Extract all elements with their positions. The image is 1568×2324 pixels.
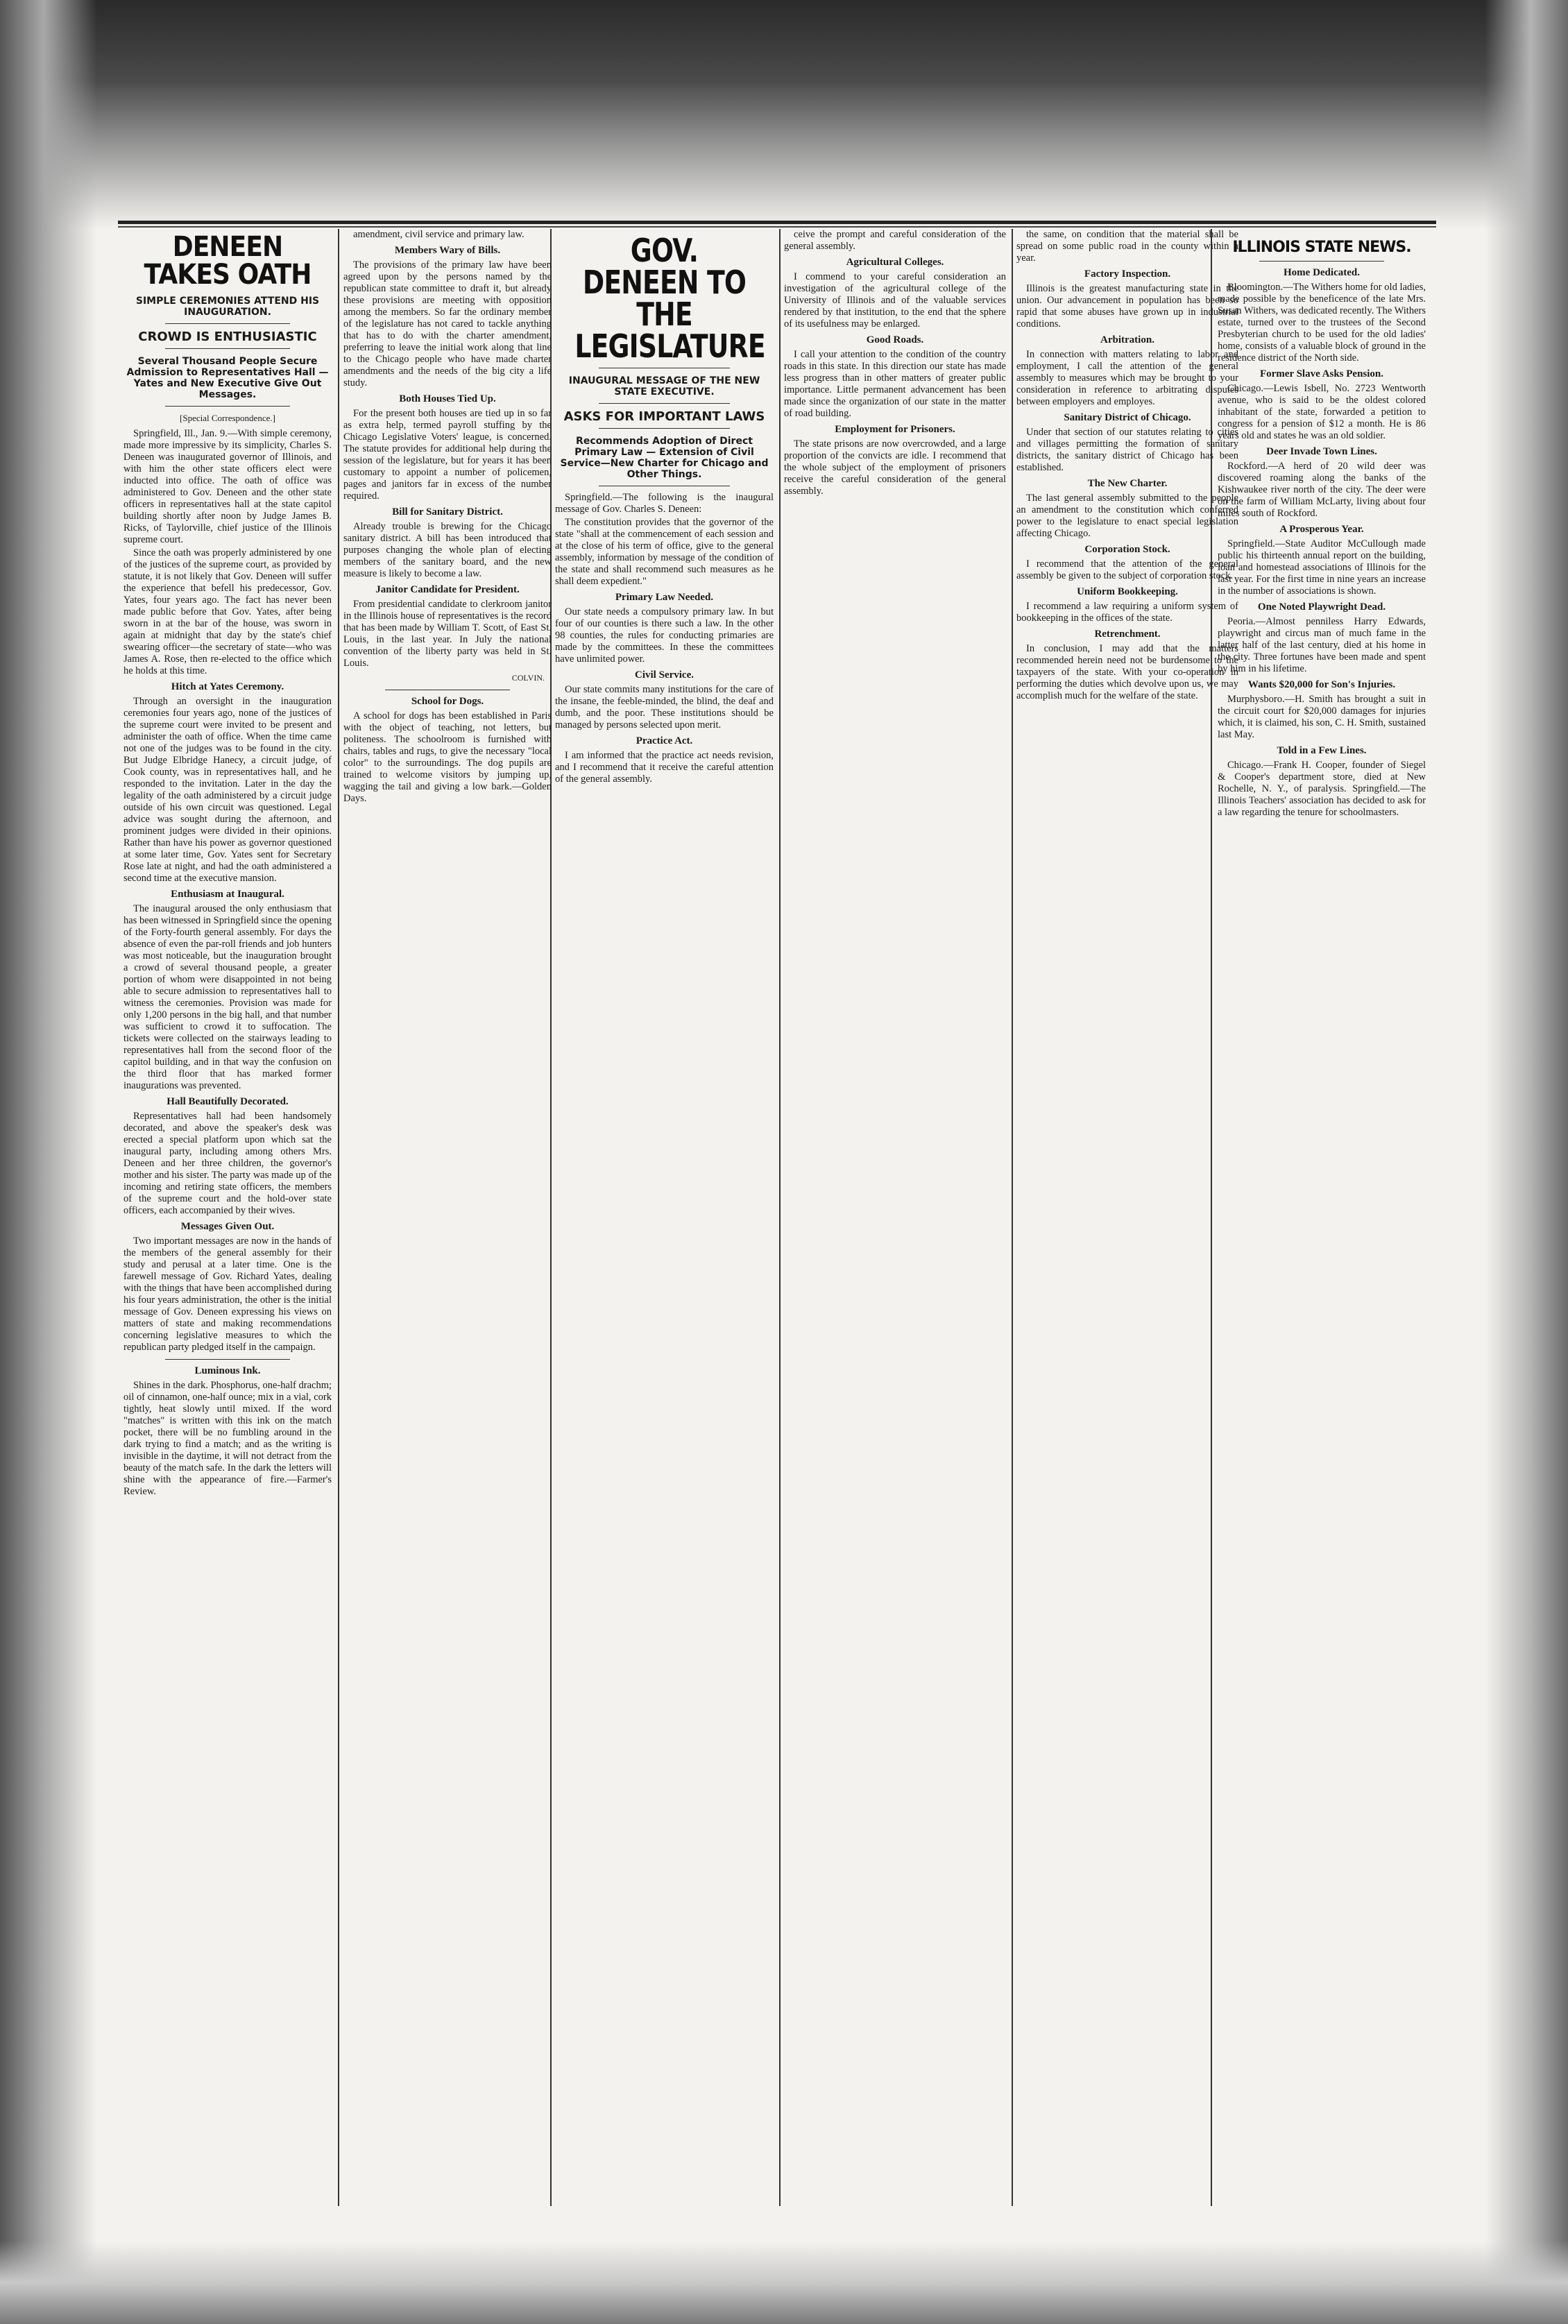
subhead: Uniform Bookkeeping. [1077, 586, 1178, 597]
article-paragraph: Already trouble is brewing for the Chicago sanitary district. A bill has been introduced that purposes changing the whole plan of electing members of the sanitary board, and the new measure is likely to become a law. [343, 521, 552, 579]
deck-recommends: Recommends Adoption of Direct Primary Law — Extension of Civil Service—New Charter for Chicago and Other Things. [560, 436, 769, 480]
article-paragraph: The constitution provides that the governor of the state "shall at the commencement of each session and at the close of his term of office, give to the general assembly, information by message of the condition of the state and shall recommend such measures as he shall deem expedient." [555, 517, 774, 587]
subhead: Sanitary District of Chicago. [1064, 412, 1191, 423]
subhead: Messages Given Out. [180, 1221, 275, 1232]
subhead: Wants $20,000 for Son's Injuries. [1247, 679, 1396, 690]
subhead: Janitor Candidate for President. [375, 584, 520, 595]
article-paragraph: Springfield, Ill., Jan. 9.—With simple ceremony, made more impressive by its simplicity, Charles S. Deneen was inaugurated governor of Illinois, and with him the other state officers elect were inducted into office. The oath of office was administered to Gov. Deneen and the other state officers in representatives hall at the state capitol building shortly after noon by Judge James B. Ricks, of Taylorville, chief justice of the Illinois supreme court. [123, 428, 332, 545]
separator [165, 1359, 290, 1360]
article-paragraph: For the present both houses are tied up in so far as extra help, termed payroll stuffing by the Chicago Legislative Voters' league, is concerned. The statute provides for additional help during the session of the legislature, but for years it has been customary to appoint a number of policemen, pages and janitors far in excess of the number required. [343, 408, 552, 502]
column-divider [338, 229, 339, 2206]
headline-illinois-state-news: ILLINOIS STATE NEWS. [1232, 239, 1411, 256]
subhead: Former Slave Asks Pension. [1259, 368, 1384, 379]
article-paragraph: Shines in the dark. Phosphorus, one-half drachm; oil of cinnamon, one-half ounce; mix in a vial, cork tightly, heat slowly until mixed. If the word "matches" is written with this ink on the match pocket, there will be no fumbling around in the dark trying to find a match; and as the writing is invisible in the daytime, it will not detract from the beauty of the match safe. In the dark the letters will shine with the appearance of fire.—Farmer's Review. [123, 1380, 332, 1497]
column-divider [779, 229, 781, 2206]
subhead: Employment for Prisoners. [835, 424, 955, 435]
top-rule [118, 221, 1436, 224]
article-paragraph: the same, on condition that the material shall be spread on some public road in the county within a year. [1016, 229, 1238, 264]
subhead: Home Dedicated. [1284, 267, 1360, 278]
article-paragraph: Illinois is the greatest manufacturing state in the union. Our advancement in population has been so rapid that some abuses have grown up in industrial conditions. [1016, 283, 1238, 330]
article-paragraph: The last general assembly submitted to the people an amendment to the constitution which conferred power to the legislature to enact special legislation affecting Chicago. [1016, 493, 1238, 539]
article-paragraph: Chicago.—Frank H. Cooper, founder of Siegel & Cooper's department store, died at New Rochelle, N. Y., of paralysis. Springfield.—The Illinois Teachers' association has decided to ask for a law regarding the tenure for schoolmasters. [1218, 760, 1426, 818]
article-paragraph: The state prisons are now overcrowded, and a large proportion of the convicts are idle. I recommend that the whole subject of the employment of prisoners receive the careful consideration of the general assembly. [784, 438, 1006, 497]
top-rule-thin [118, 226, 1436, 228]
article-paragraph: Rockford.—A herd of 20 wild deer was discovered roaming along the banks of the Kishwaukee river north of the city. The deer were on the farm of William McLarty, living about four miles south of Rockford. [1218, 461, 1426, 519]
column-4 [784, 229, 1006, 2213]
scan-shadow-top [0, 0, 1568, 229]
column-5 [1016, 229, 1238, 2213]
separator [599, 428, 730, 429]
subhead: Members Wary of Bills. [394, 245, 501, 256]
article-paragraph: Our state commits many institutions for the care of the insane, the feeble-minded, the blind, the deaf and dumb, and the poor. These institutions should be managed by persons selected upon merit. [555, 684, 774, 730]
column-divider [1012, 229, 1013, 2206]
article-paragraph: Our state needs a compulsory primary law. In but four of our counties is there such a law. In the other 98 counties, the rules for conducting primaries are made by the committees. In these the committees have unlimited power. [555, 606, 774, 665]
subhead: Good Roads. [866, 334, 924, 345]
article-paragraph: I am informed that the practice act needs revision, and I recommend that it receive the careful attention of the general assembly. [555, 750, 774, 785]
article-paragraph: I recommend a law requiring a uniform system of bookkeeping in the offices of the state. [1016, 601, 1238, 624]
separator [599, 403, 730, 404]
subhead: Factory Inspection. [1084, 268, 1171, 280]
deck-several-thousand: Several Thousand People Secure Admission to Representatives Hall —Yates and New Executive Give Out Messages. [126, 356, 329, 400]
article-paragraph: Since the oath was properly administered by one of the justices of the supreme court, as provided by statute, it is not likely that Gov. Deneen will suffer the experience that befell his predecessor, Gov. Yates, four years ago. The fact has never been made public before that Gov. Yates, after being sworn in at the bar of the house, was sworn in again at midnight that day by the state's chief swearing officer—the secretary of state—who was James A. Rose, then re-elected to the office which he holds at this time. [123, 547, 332, 676]
article-paragraph: Springfield.—State Auditor McCullough made public his thirteenth annual report on the building, loan and homestead associations of Illinois for the last year. For the first time in nine years an increase in the number of associations is shown. [1218, 538, 1426, 597]
article-paragraph: Peoria.—Almost penniless Harry Edwards, playwright and circus man of much fame in the latter half of the last century, died at his home in the city. Three fortunes have been made and spent by him in his lifetime. [1218, 616, 1426, 674]
subhead: Luminous Ink. [194, 1365, 261, 1376]
deck-simple-ceremonies: SIMPLE CEREMONIES ATTEND HIS INAUGURATION. [135, 296, 320, 318]
deck-crowd-enthusiastic: CROWD IS ENTHUSIASTIC [138, 330, 317, 344]
article-paragraph: I commend to your careful consideration an investigation of the agricultural college of the University of Illinois and of the valuable services rendered by that institution, to the end that the sphere of its usefulness may be enlarged. [784, 271, 1006, 330]
scan-shadow-bottom [0, 2241, 1568, 2324]
separator [165, 406, 290, 407]
subhead: School for Dogs. [411, 696, 484, 707]
scan-shadow-right [1485, 0, 1568, 2324]
column-1 [123, 229, 332, 2213]
column-3 [555, 229, 774, 2213]
article-paragraph: A school for dogs has been established in Paris with the object of teaching, not letters, but politeness. The schoolroom is furnished with chairs, tables and rugs, to give the necessary "local color" to the surroundings. The dog pupils are trained to welcome visitors by jumping up, wagging the tail and giving a low bark.—Golden Days. [343, 710, 552, 804]
subhead: Enthusiasm at Inaugural. [171, 889, 284, 900]
subhead: Corporation Stock. [1084, 544, 1170, 555]
scan-shadow-left [0, 0, 97, 2324]
headline-gov-deneen-legislature: GOV. DENEEN TO THE LEGISLATURE [574, 232, 765, 365]
article-paragraph: The provisions of the primary law have been agreed upon by the persons named by the republican state committee to draft it, but already these provisions are meeting with opposition among the members. So far the ordinary member of the legislature has not cared to tackle anything that has to do with the charter amendment, preferring to leave the initial work along that line to the Chicago people who have made charter amendments and the needs of the big city a life study. [343, 259, 552, 388]
subhead: Practice Act. [636, 735, 693, 746]
headline-deneen-takes-oath: DENEEN TAKES OATH [144, 231, 312, 291]
article-paragraph: The inaugural aroused the only enthusiasm that has been witnessed in Springfield since the opening of the Forty-fourth general assembly. For days the absence of even the par-roll friends and job hunters was most noticeable, but the inauguration brought a crowd of several thousand people, a greater portion of whom were disappointed in not being able to secure admission to representatives hall to witness the ceremonies. Provision was made for only 1,200 persons in the big hall, and that number was sufficient to crowd it to suffocation. The tickets were collected on the stairways leading to representatives hall from the second floor of the capitol building, and in that way the confusion on the third floor that has marked former inaugurations was prevented. [123, 903, 332, 1091]
column-2 [343, 229, 552, 2213]
subhead: Retrenchment. [1094, 629, 1161, 640]
deck-asks-important-laws: ASKS FOR IMPORTANT LAWS [563, 409, 765, 424]
article-paragraph: From presidential candidate to clerkroom janitor in the Illinois house of representatives is the record that has been made by William T. Scott, of East St. Louis, in the last year. In July the national convention of the liberty party was held in St. Louis. [343, 599, 552, 669]
article-paragraph: Murphysboro.—H. Smith has brought a suit in the circuit court for $20,000 damages for injuries which, it is claimed, his son, C. H. Smith, sustained last May. [1218, 694, 1426, 740]
separator [165, 323, 290, 324]
subhead: One Noted Playwright Dead. [1257, 601, 1386, 613]
deck-inaugural-message: INAUGURAL MESSAGE OF THE NEW STATE EXECUTIVE. [568, 375, 760, 398]
article-paragraph: I call your attention to the condition of the country roads in this state. In this direction our state has made less progress than in other matters of greater public importance. Little permanent advancement has been made since the organization of our state in the matter of road building. [784, 349, 1006, 419]
subhead: Civil Service. [635, 669, 694, 681]
subhead: Told in a Few Lines. [1277, 745, 1367, 756]
column-6 [1218, 229, 1426, 2213]
subhead: Both Houses Tied Up. [399, 393, 496, 404]
dateline: [Special Correspondence.] [180, 413, 275, 423]
separator [1259, 261, 1384, 262]
article-paragraph: Bloomington.—The Withers home for old ladies, made possible by the beneficence of the late Mrs. Susan Withers, was dedicated recently. The Withers estate, turned over to the trustees of the Second Presbyterian church to be used for the old ladies' home, consists of a valuable block of ground in the residence district of the North side. [1218, 282, 1426, 364]
article-paragraph: amendment, civil service and primary law. [353, 229, 525, 240]
subhead: A Prosperous Year. [1279, 524, 1364, 535]
article-paragraph: Representatives hall had been handsomely decorated, and above the speaker's desk was erected a special platform upon which sat the inaugural party, including among others Mrs. Deneen and her three children, the governor's mother and his sister. The party was made up of the incoming and retiring state officers, the members of the supreme court and the hold-over state officers, each accompanied by their wives. [123, 1111, 332, 1216]
subhead: Agricultural Colleges. [846, 257, 944, 268]
subhead: Deer Invade Town Lines. [1266, 446, 1377, 457]
article-paragraph: Under that section of our statutes relating to cities and villages permitting the formation of sanitary districts, the sanitary district of Chicago has been established. [1016, 427, 1238, 473]
article-paragraph: ceive the prompt and careful consideration of the general assembly. [784, 229, 1006, 252]
subhead: Arbitration. [1100, 334, 1154, 345]
article-paragraph: Chicago.—Lewis Isbell, No. 2723 Wentworth avenue, who is said to be the oldest colored inhabitant of the state, forwarded a petition to congress for a pension of $12 a month. He is 86 years old and states he was an old soldier. [1218, 383, 1426, 441]
article-paragraph: Springfield.—The following is the inaugural message of Gov. Charles S. Deneen: [555, 492, 774, 515]
subhead: Hall Beautifully Decorated. [167, 1096, 289, 1107]
article-paragraph: In conclusion, I may add that the matters recommended herein need not be burdensome to the taxpayers of the state. With your co-operation in performing the duties which devolve upon us, we may accomplish much for the welfare of the state. [1016, 643, 1238, 701]
separator [165, 348, 290, 349]
subhead: Primary Law Needed. [615, 592, 714, 603]
subhead: Hitch at Yates Ceremony. [171, 681, 284, 692]
subhead: Bill for Sanitary District. [392, 506, 503, 518]
article-paragraph: Two important messages are now in the hands of the members of the general assembly for their study and perusal at a later time. One is the farewell message of Gov. Richard Yates, dealing with the things that have been accomplished during his four years administration, the other is the initial message of Gov. Deneen expressing his views on matters of state and making recommendations concerning legislative measures to which the republican party pledged itself in the campaign. [123, 1236, 332, 1353]
subhead: The New Charter. [1087, 478, 1168, 489]
article-paragraph: I recommend that the attention of the general assembly be given to the subject of corporation stock. [1016, 558, 1238, 581]
article-paragraph: Through an oversight in the inauguration ceremonies four years ago, none of the justices of the supreme court were invited to be present and administer the oath of office. When the time came not one of the judges was to be found in the city. But Judge Elbridge Hanecy, a circuit judge, of Cook county, was in representatives hall, and he responded to the invitation. Later in the day the legality of the oath administered by a circuit judge outside of his own circuit was questioned. Legal advice was sought during the afternoon, and prominent judges were divided in their opinions. Rather than have his power as governor questioned at some later time, Gov. Yates sent for Secretary Rose late at night, and had the oath administered a second time at the executive mansion. [123, 696, 332, 884]
byline-signature: COLVIN. [511, 673, 545, 683]
article-paragraph: In connection with matters relating to labor and employment, I call the attention of the general assembly to measures which may be brought to your consideration in reference to arbitrating disputes between employers and employes. [1016, 349, 1238, 407]
